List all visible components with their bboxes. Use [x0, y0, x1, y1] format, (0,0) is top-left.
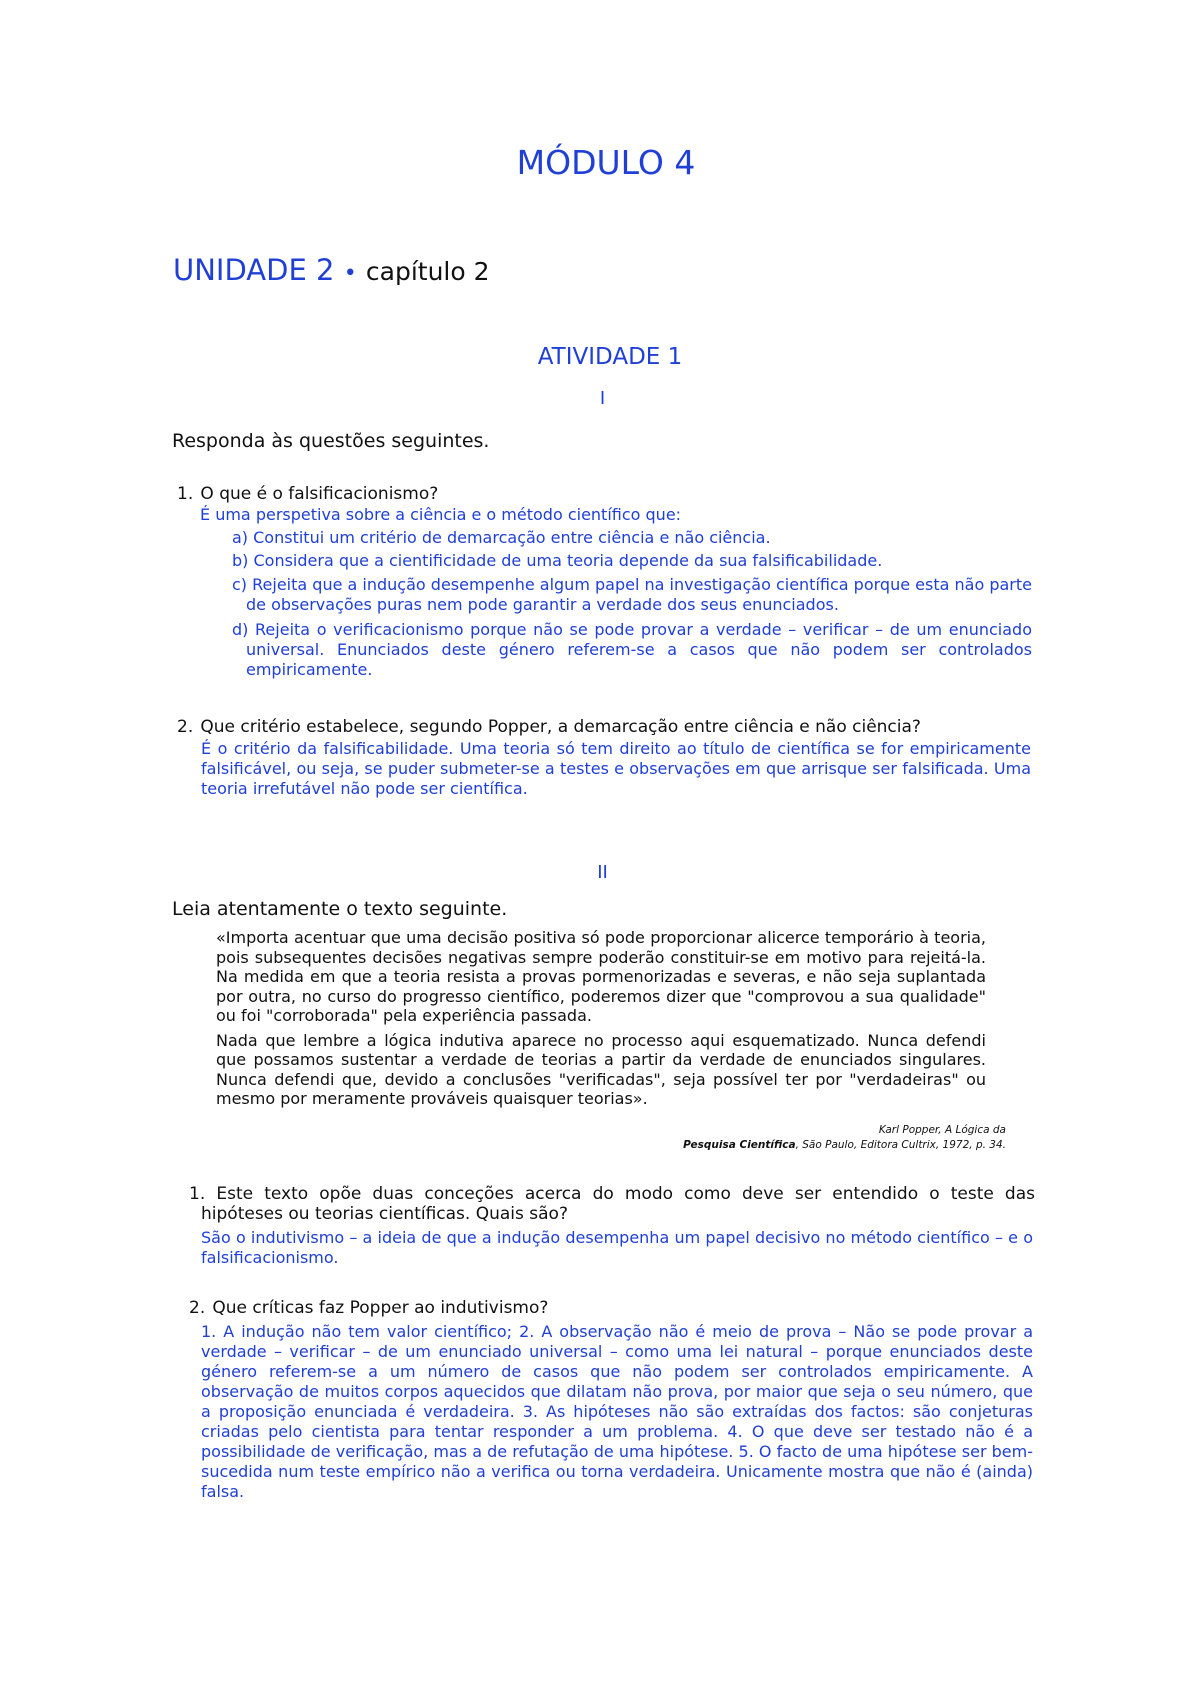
- citation-title-cont: Pesquisa Científica: [683, 1139, 796, 1151]
- question-1: [189, 1184, 1035, 1224]
- quote-paragraph: «Importa acentuar que uma decisão positiva só pode proporcionar alicerce temporário à teoria, pois subsequentes decisões negativas sempre poderão constituir-se em motivo para rejeitá-la. Na medida em que a teoria resista a provas pormenorizadas e severas, e não seja suplantada por outra, no curso do progresso científico, poderemos dizer que "comprovou a sua qualidade" ou foi "corroborada" pela experiência passada.: [216, 928, 986, 1025]
- question-text: Este texto opõe duas conceções acerca do modo como deve ser entendido o teste das hipóteses ou teorias científicas. Quais são?: [201, 1184, 1035, 1224]
- bullet-separator: •: [343, 261, 357, 286]
- answer-intro: É uma perspetiva sobre a ciência e o método científico que:: [200, 505, 682, 524]
- part-ii-instruction: Leia atentamente o texto seguinte.: [172, 898, 508, 920]
- question-number: 1.: [189, 1184, 206, 1204]
- unit-heading: [173, 253, 490, 287]
- citation-title: A Lógica da: [944, 1124, 1006, 1136]
- part-i-instruction: Responda às questões seguintes.: [172, 430, 490, 452]
- answer-item-a: a) Constitui um critério de demarcação entre ciência e não ciência.: [232, 528, 771, 547]
- question-number: 1.: [177, 484, 194, 504]
- answer-text: É o critério da falsificabilidade. Uma teoria só tem direito ao título de científica se for empiricamente falsificável, ou seja, se puder submeter-se a testes e observações em que arrisque ser falsificada. Uma teoria irrefutável não pode ser científica.: [201, 739, 1031, 798]
- question-number: 2.: [189, 1298, 206, 1318]
- answer-text: 1. A indução não tem valor científico; 2. A observação não é meio de prova – Não se pode provar a verdade – verificar – de um enunciado universal – como uma lei natural – porque enunciados deste género referem-se a um número de casos que não podem ser controlados empiricamente. A observação de muitos corpos aquecidos que dilatam não prova, por maior que seja o seu número, que a proposição enunciada é verdadeira. 3. As hipóteses não são extraídas dos factos: são conjeturas criadas pelo cientista para tentar responder a um problema. 4. O que deve ser testado não é a possibilidade de verificação, mas a de refutação de uma hipótese. 5. O facto de uma hipótese ser bem-sucedida num teste empírico não a verifica ou torna verdadeira. Unicamente mostra que não é (ainda) falsa.: [201, 1322, 1033, 1501]
- activity-title: ATIVIDADE 1: [537, 344, 683, 370]
- chapter-label: capítulo 2: [365, 257, 490, 286]
- answer-text: São o indutivismo – a ideia de que a indução desempenha um papel decisivo no método científico – e o falsificacionismo.: [201, 1228, 1033, 1267]
- part-ii-numeral: II: [597, 862, 608, 883]
- question-text: Que críticas faz Popper ao indutivismo?: [212, 1298, 549, 1318]
- answer-item-d: d) Rejeita o verificacionismo porque não se pode provar a verdade – verificar – de um enunciado universal. Enunciados deste género referem-se a casos que não podem ser controlados empiricamente.: [232, 620, 1032, 679]
- question-text: O que é o falsificacionismo?: [200, 484, 439, 504]
- citation: [683, 1123, 1006, 1153]
- question-2: [177, 717, 921, 737]
- citation-author: Karl Popper,: [878, 1124, 942, 1136]
- module-title: MÓDULO 4: [516, 143, 696, 182]
- question-text: Que critério estabelece, segundo Popper, a demarcação entre ciência e não ciência?: [200, 717, 921, 737]
- quote-paragraph: Nada que lembre a lógica indutiva aparece no processo aqui esquematizado. Nunca defendi que possamos sustentar a verdade de teorias a partir da verdade de enunciados singulares. Nunca defendi que, devido a conclusões "verificadas", seja possível ter por "verdadeiras" ou mesmo por meramente prováveis quaisquer teorias».: [216, 1030, 986, 1108]
- question-1: [177, 484, 438, 504]
- question-number: 2.: [177, 717, 194, 737]
- quoted-text: [216, 928, 986, 1114]
- citation-details: , São Paulo, Editora Cultrix, 1972, p. 34.: [795, 1139, 1006, 1151]
- answer-item-b: b) Considera que a cientificidade de uma teoria depende da sua falsificabilidade.: [232, 551, 883, 570]
- question-2: [189, 1298, 548, 1318]
- answer-item-c: c) Rejeita que a indução desempenhe algum papel na investigação científica porque esta não parte de observações puras nem pode garantir a verdade dos seus enunciados.: [232, 575, 1032, 614]
- part-i-numeral: I: [599, 388, 606, 409]
- unit-label: UNIDADE 2: [173, 253, 335, 287]
